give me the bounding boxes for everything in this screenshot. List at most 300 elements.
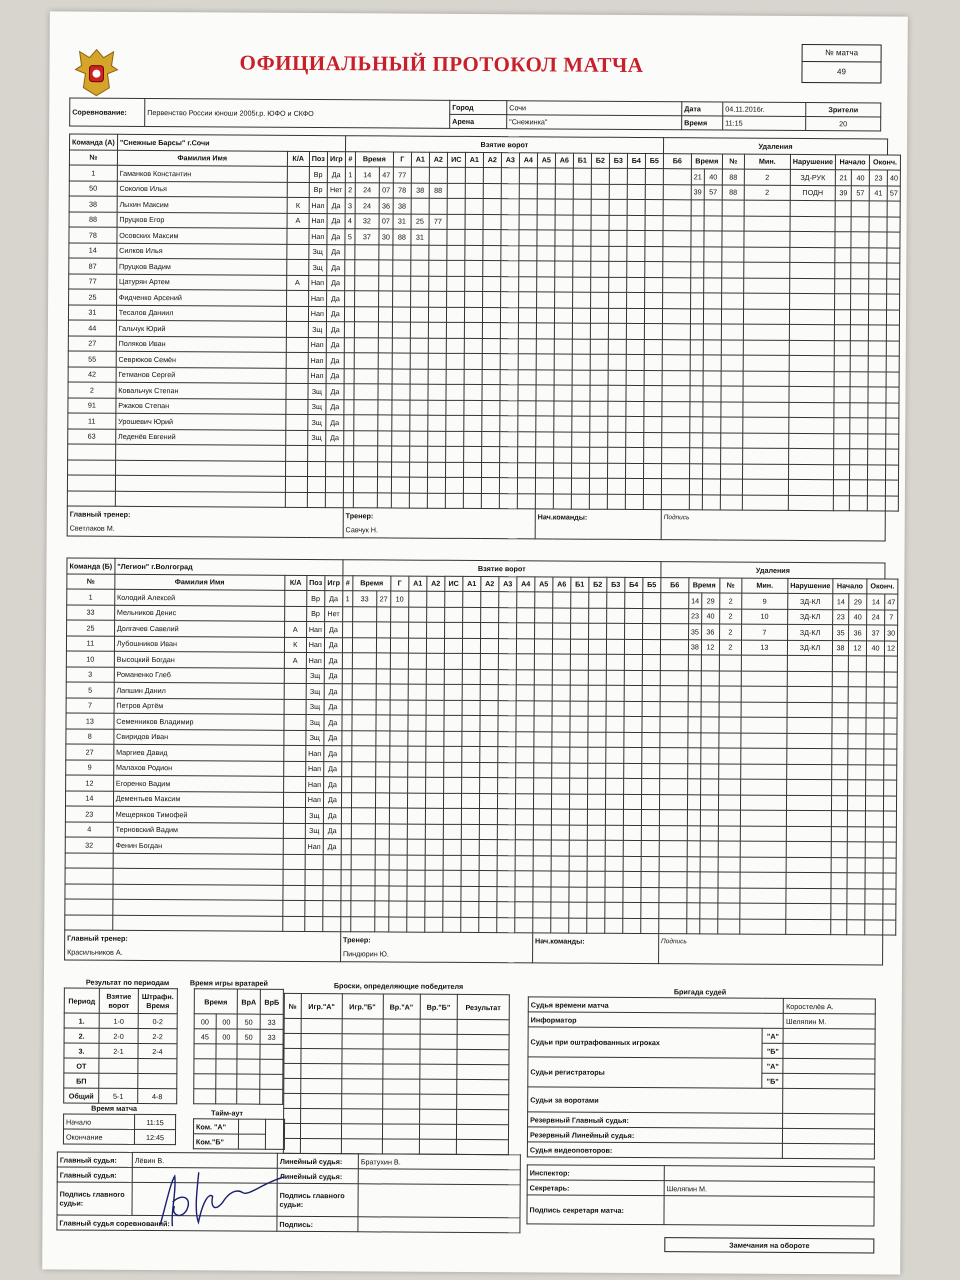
goal-empty	[499, 493, 517, 509]
goalie-cell	[215, 1089, 237, 1104]
shootout-col-header: Игр."Б"	[342, 994, 383, 1019]
penalty-cell: 29	[849, 594, 867, 610]
penalty-cell	[721, 293, 743, 309]
goal-empty	[518, 354, 536, 370]
goals-col-header: Б1	[571, 577, 589, 593]
goal-empty	[551, 778, 569, 794]
goal-assist-2	[428, 369, 446, 385]
penalty-cell	[718, 810, 740, 826]
penalty-cell: 12	[885, 641, 898, 657]
penalty-cell	[883, 857, 896, 873]
goal-empty	[570, 670, 588, 686]
player-played: Да	[326, 353, 344, 369]
player-number: 7	[66, 698, 114, 714]
goal-empty	[554, 354, 572, 370]
penalty-cell: ЗД-РУК	[790, 169, 835, 185]
player-position: Нап	[306, 621, 324, 637]
player-name: Поляков Иван	[116, 336, 286, 353]
goal-empty	[606, 732, 624, 748]
penalty-cell	[720, 463, 742, 479]
player-played	[325, 446, 343, 462]
table-row	[284, 1033, 509, 1049]
goal-empty	[607, 463, 625, 479]
goals-col-header: А4	[519, 152, 537, 168]
goal-empty	[645, 215, 663, 231]
goal-empty	[498, 607, 516, 623]
goal-scorer	[392, 384, 410, 400]
goal-number	[341, 839, 351, 855]
goal-empty	[551, 871, 569, 887]
player-number: 14	[69, 243, 117, 259]
goal-second	[376, 684, 390, 700]
goal-empty	[500, 307, 518, 323]
goal-empty	[500, 431, 518, 447]
penalty-cell	[788, 448, 833, 464]
goal-number	[341, 916, 351, 932]
goal-empty	[444, 638, 462, 654]
goal-empty	[515, 809, 533, 825]
penalty-cell	[831, 826, 847, 842]
penalty-cell	[787, 733, 832, 749]
penalty-cell	[744, 278, 790, 294]
penalty-cell	[743, 293, 789, 309]
goal-empty	[534, 700, 552, 716]
goal-empty	[480, 762, 498, 778]
goal-empty	[626, 323, 644, 339]
goal-empty	[447, 167, 465, 183]
penalty-cell	[743, 371, 789, 387]
goal-empty	[662, 401, 690, 417]
player-position: Вр	[309, 166, 327, 182]
periods-cell: 2-1	[99, 1043, 138, 1058]
penalty-cell	[743, 340, 789, 356]
goal-empty	[481, 493, 499, 509]
goal-empty	[461, 870, 479, 886]
goal-empty	[555, 261, 573, 277]
goal-empty	[500, 292, 518, 308]
goals-col-header: А2	[483, 152, 501, 168]
goal-minute: 33	[353, 591, 377, 607]
goalie-cell	[237, 1074, 260, 1089]
penalty-cell	[851, 263, 869, 279]
pen-col-header: №	[722, 154, 744, 170]
player-position: Зщ	[309, 259, 327, 275]
informer-value: Шеляпин М.	[783, 1013, 875, 1029]
goal-empty	[515, 917, 533, 933]
player-position: Нап	[309, 213, 327, 229]
penalty-cell	[718, 825, 740, 841]
goal-empty	[551, 793, 569, 809]
penalty-cell	[887, 248, 900, 264]
penalty-cell	[831, 904, 847, 920]
shootout-cell	[341, 1124, 382, 1139]
penalty-cell	[701, 701, 719, 717]
penalty-cell	[687, 918, 700, 934]
goal-empty	[588, 623, 606, 639]
goal-empty	[480, 638, 498, 654]
penalty-cell	[703, 401, 721, 417]
goal-empty	[447, 245, 465, 261]
pen-col-header: Оконч.	[867, 578, 898, 594]
penalty-cell	[848, 764, 866, 780]
player-number: 27	[66, 744, 114, 760]
penalty-cell	[787, 655, 832, 671]
player-number: 2	[68, 382, 116, 398]
penalty-cell	[742, 448, 788, 464]
penalty-cell	[740, 779, 786, 795]
penalty-cell	[883, 888, 896, 904]
goal-empty	[661, 494, 689, 510]
goals-col-header: А1	[463, 576, 481, 592]
shootout-cell	[457, 1034, 509, 1049]
penalty-cell	[850, 449, 868, 465]
penalty-cell	[741, 764, 787, 780]
team-label: Команда (А)	[70, 134, 118, 150]
goal-scorer	[389, 901, 407, 917]
player-position	[305, 885, 323, 901]
goal-assist-1	[407, 870, 425, 886]
penalty-cell	[786, 810, 831, 826]
goal-empty	[537, 168, 555, 184]
goal-minute: 24	[355, 182, 379, 198]
goal-assist-2	[425, 917, 443, 933]
penalty-cell	[848, 656, 866, 672]
penalty-cell	[868, 387, 886, 403]
informer-label: Информатор	[528, 1012, 783, 1029]
goal-empty	[553, 592, 571, 608]
goal-assist-1	[409, 477, 427, 493]
goals-col-header: Б5	[643, 577, 661, 593]
goals-col-header: А2	[427, 576, 445, 592]
goal-empty	[627, 168, 645, 184]
player-number: 25	[67, 620, 115, 636]
goal-empty	[479, 917, 497, 933]
handwritten-signature	[152, 1162, 292, 1233]
goal-assist-1	[411, 276, 429, 292]
goal-empty	[482, 292, 500, 308]
goal-empty	[519, 214, 537, 230]
goal-number	[343, 492, 353, 508]
goal-empty	[498, 731, 516, 747]
goal-scorer	[392, 291, 410, 307]
goal-empty	[642, 763, 660, 779]
penalty-cell	[869, 247, 887, 263]
goal-empty	[642, 701, 660, 717]
player-name: Лыхин Максим	[117, 196, 287, 213]
goal-empty	[536, 385, 554, 401]
goal-minute	[351, 839, 375, 855]
goal-assist-1	[407, 808, 425, 824]
goal-empty	[461, 777, 479, 793]
goal-empty	[461, 917, 479, 933]
penalty-cell: 39	[691, 184, 704, 200]
player-position: Нап	[308, 275, 326, 291]
penalty-cell: 57	[851, 185, 869, 201]
goal-empty	[552, 669, 570, 685]
penalty-cell: ЗД-КЛ	[787, 609, 832, 625]
penalty-cell	[721, 339, 743, 355]
roster-col-header: К/А	[285, 575, 307, 591]
goal-number	[341, 885, 351, 901]
penalty-cell	[741, 702, 787, 718]
player-name: Пруцков Вадим	[117, 258, 287, 275]
shootout-cell	[301, 1018, 342, 1033]
goal-empty	[555, 276, 573, 292]
shootout-cell	[419, 1109, 456, 1124]
penalty-cell	[865, 842, 883, 858]
penalty-cell	[790, 262, 835, 278]
player-name: Фидченко Арсений	[116, 289, 286, 306]
goal-empty	[590, 292, 608, 308]
goal-empty	[445, 446, 463, 462]
goal-empty	[643, 463, 661, 479]
goal-empty	[446, 322, 464, 338]
table-row	[194, 1059, 283, 1075]
goal-assist-2	[429, 198, 447, 214]
officials-title: Бригада судей	[673, 987, 727, 997]
penalty-cell	[847, 857, 865, 873]
goal-empty	[499, 478, 517, 494]
player-position: Нап	[306, 745, 324, 761]
table-row	[194, 1014, 283, 1030]
goal-empty	[608, 385, 626, 401]
penalty-cell: 14	[689, 593, 702, 609]
goal-empty	[516, 607, 534, 623]
penalty-cell	[884, 780, 897, 796]
goal-scorer	[390, 715, 408, 731]
penalty-cell	[850, 387, 868, 403]
roster-col-header: Игр	[325, 575, 343, 591]
goal-empty	[608, 370, 626, 386]
goal-minute	[353, 446, 377, 462]
roster-col-header: №	[69, 150, 117, 166]
penalty-cell	[704, 246, 722, 262]
goal-empty	[518, 307, 536, 323]
goal-empty	[482, 369, 500, 385]
goal-empty	[498, 685, 516, 701]
goal-empty	[590, 339, 608, 355]
player-name: Севрюков Семён	[116, 351, 286, 368]
player-role: К	[287, 197, 309, 213]
goal-empty	[464, 431, 482, 447]
player-played: Да	[326, 322, 344, 338]
shootout-cell	[342, 1064, 383, 1079]
shootout-col-header: №	[284, 993, 301, 1018]
goals-col-header: Время	[355, 151, 393, 167]
periods-title: Результат по периодам	[85, 977, 170, 988]
goal-empty	[483, 199, 501, 215]
goal-number	[342, 653, 352, 669]
goals-col-header: Б3	[607, 577, 625, 593]
shootout-cell	[420, 1034, 457, 1049]
head-coach-value: Красильников А.	[65, 945, 341, 962]
goal-scorer	[389, 916, 407, 932]
goals-col-header: Б5	[645, 153, 663, 169]
goal-empty	[590, 308, 608, 324]
shootout-cell	[383, 1049, 420, 1064]
shootout-cell	[457, 1064, 509, 1079]
goal-empty	[608, 401, 626, 417]
penalty-cell	[701, 670, 719, 686]
penalty-cell	[831, 888, 847, 904]
goal-empty	[587, 840, 605, 856]
goal-empty	[497, 824, 515, 840]
goal-assist-1	[408, 746, 426, 762]
goal-empty	[498, 654, 516, 670]
penalty-cell	[851, 201, 869, 217]
goal-empty	[500, 369, 518, 385]
goal-empty	[533, 855, 551, 871]
goal-empty	[660, 717, 688, 733]
goal-empty	[497, 809, 515, 825]
goal-empty	[569, 887, 587, 903]
goal-empty	[645, 231, 663, 247]
goal-empty	[587, 778, 605, 794]
penalty-cell	[848, 749, 866, 765]
goal-number	[341, 808, 351, 824]
goal-empty	[519, 168, 537, 184]
penalty-cell	[886, 480, 899, 496]
goal-empty	[443, 777, 461, 793]
penalty-cell	[740, 826, 786, 842]
goal-empty	[569, 794, 587, 810]
penalty-cell: 40	[701, 608, 719, 624]
goal-empty	[482, 400, 500, 416]
goal-empty	[463, 493, 481, 509]
goal-empty	[444, 622, 462, 638]
remarks-box: Замечания на обороте	[664, 1237, 874, 1253]
periods-cell: 4-8	[138, 1088, 177, 1103]
goal-empty	[518, 385, 536, 401]
goal-empty	[641, 887, 659, 903]
shootout-col-header: Игр."А"	[301, 993, 342, 1018]
goal-assist-2	[426, 731, 444, 747]
goal-empty	[516, 762, 534, 778]
penalty-cell	[687, 810, 700, 826]
periods-cell	[138, 1058, 177, 1073]
penalty-cell	[702, 494, 720, 510]
goal-assist-2	[425, 808, 443, 824]
penalty-cell	[886, 449, 899, 465]
goals-col-header: Б1	[573, 153, 591, 169]
goal-empty	[552, 623, 570, 639]
goal-empty	[554, 416, 572, 432]
goal-empty	[554, 307, 572, 323]
penalty-cell: 35	[688, 624, 701, 640]
goal-empty	[662, 386, 690, 402]
goal-empty	[607, 478, 625, 494]
penalty-cell	[744, 247, 790, 263]
goal-assist-2	[428, 307, 446, 323]
table-row	[194, 1089, 283, 1105]
penalty-cell	[700, 779, 718, 795]
goal-empty	[570, 732, 588, 748]
goal-empty	[516, 638, 534, 654]
shootout-cell	[419, 1139, 456, 1154]
goal-empty	[536, 292, 554, 308]
penalty-cell: 21	[691, 169, 704, 185]
goal-empty	[518, 431, 536, 447]
player-position: Нап	[308, 368, 326, 384]
goal-empty	[660, 624, 688, 640]
penalty-cell	[835, 201, 851, 217]
penalty-cell	[850, 325, 868, 341]
line-ref-1-value: Братухин В.	[358, 1154, 520, 1170]
goalie-cell	[260, 1089, 283, 1104]
goal-number	[342, 761, 352, 777]
goal-scorer	[389, 854, 407, 870]
goal-empty	[590, 354, 608, 370]
team-b-section	[64, 558, 899, 966]
shootout-table	[283, 993, 510, 1155]
table-row	[284, 1048, 509, 1064]
goalie-cell: 00	[216, 1014, 238, 1029]
player-name: Свиридов Иван	[114, 729, 284, 746]
penalty-cell: 14	[867, 594, 885, 610]
goal-empty	[587, 856, 605, 872]
penalty-cell	[886, 325, 899, 341]
goal-empty	[605, 887, 623, 903]
penalty-cell	[721, 355, 743, 371]
goal-second	[378, 399, 392, 415]
roster-col-header: К/А	[287, 151, 309, 167]
goal-empty	[461, 824, 479, 840]
player-played: Да	[326, 430, 344, 446]
goalie-cell: 33	[260, 1014, 283, 1029]
player-position: Зщ	[305, 823, 323, 839]
player-number: 9	[66, 760, 114, 776]
penalty-cell	[886, 356, 899, 372]
player-name: Урошевич Юрий	[116, 413, 286, 430]
shootout-cell	[382, 1109, 419, 1124]
goal-empty	[479, 840, 497, 856]
penalty-cell	[786, 826, 831, 842]
goal-empty	[590, 323, 608, 339]
penalty-cell: 23	[688, 608, 701, 624]
penalty-cell	[741, 655, 787, 671]
penalty-cell	[869, 263, 887, 279]
goalie-cell: 00	[194, 1014, 216, 1029]
player-number	[65, 914, 113, 930]
goal-empty	[660, 701, 688, 717]
penalty-cell: 47	[885, 594, 898, 610]
goal-empty	[501, 230, 519, 246]
penalty-cell	[869, 309, 887, 325]
goal-assist-2	[427, 477, 445, 493]
penalty-cell	[688, 748, 701, 764]
goal-second	[375, 777, 389, 793]
goal-minute	[351, 870, 375, 886]
goal-empty	[641, 856, 659, 872]
penalty-cell	[789, 433, 834, 449]
goal-empty	[587, 902, 605, 918]
penalty-cell	[702, 448, 720, 464]
goal-empty	[588, 701, 606, 717]
goal-minute	[352, 699, 376, 715]
goal-scorer	[393, 260, 411, 276]
goal-empty	[662, 432, 690, 448]
goal-empty	[659, 779, 687, 795]
inspector-label: Инспектор:	[527, 1165, 664, 1181]
player-number: 27	[68, 336, 116, 352]
goal-empty	[626, 370, 644, 386]
player-played: Да	[326, 384, 344, 400]
penalty-cell	[883, 826, 896, 842]
goal-second	[375, 885, 389, 901]
shootout-cell	[300, 1138, 341, 1153]
penalty-cell	[851, 309, 869, 325]
penalty-cell	[789, 324, 834, 340]
